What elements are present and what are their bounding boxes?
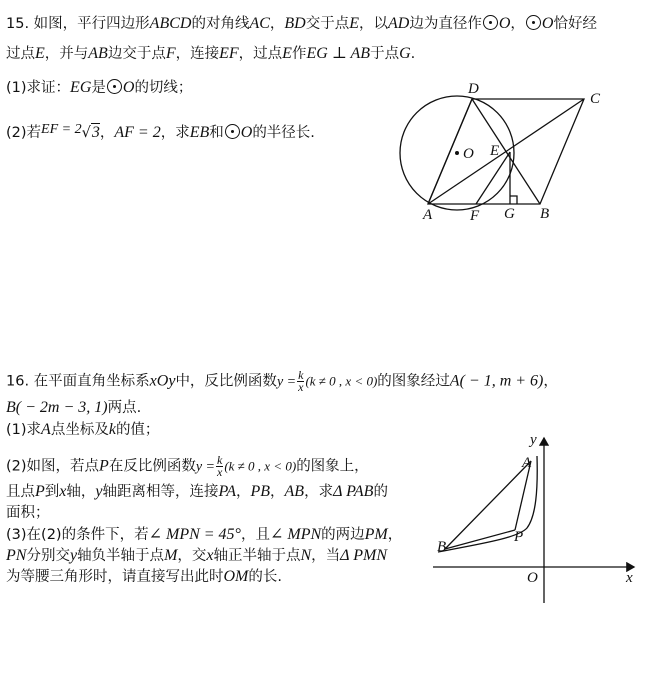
text: 为等腰三角形时，请直接写出此时 xyxy=(6,569,224,585)
math: O xyxy=(122,79,135,96)
math: F xyxy=(165,45,176,62)
math: G xyxy=(399,45,411,62)
text: 的半径长. xyxy=(252,125,315,141)
math: Δ PMN xyxy=(340,547,388,564)
math: A( − 1, m + 6) xyxy=(449,372,544,390)
text: ，且 xyxy=(240,527,270,543)
math: k xyxy=(108,421,116,438)
math: x xyxy=(59,483,67,500)
text: 过点 xyxy=(6,46,35,62)
math: EF = 2 xyxy=(41,122,82,137)
math: AB xyxy=(88,45,108,62)
label-x: x xyxy=(626,570,633,586)
text: 中，反比例函数 xyxy=(175,373,277,390)
math: BD xyxy=(284,15,306,32)
math: PB xyxy=(250,483,271,500)
math: y = xyxy=(276,374,297,390)
math: E xyxy=(282,45,292,62)
math: A xyxy=(41,421,51,438)
text: 16. 在平面直角坐标系 xyxy=(6,373,150,390)
text: 和 xyxy=(209,125,224,141)
label-b: B xyxy=(437,539,447,555)
label-g: G xyxy=(504,206,515,222)
math: Δ PAB xyxy=(333,483,374,500)
label-p: P xyxy=(514,529,524,545)
math: P xyxy=(99,457,109,475)
math: OM xyxy=(223,568,249,585)
text: 恰好经 xyxy=(553,16,597,32)
math: (k ≠ 0 , x < 0) xyxy=(224,458,297,474)
math: x xyxy=(206,547,214,564)
text: 轴负半轴于点 xyxy=(77,548,165,564)
math: ∠ MPN xyxy=(269,526,322,543)
label-o: O xyxy=(463,146,474,162)
text: . xyxy=(410,46,416,62)
text: ， xyxy=(543,373,558,390)
text: 在反比例函数 xyxy=(108,458,196,475)
label-a: A xyxy=(522,455,532,471)
numerator: k xyxy=(217,453,223,467)
math: EF xyxy=(219,45,239,62)
sqrt-sign-icon: √ xyxy=(81,125,91,141)
math: M xyxy=(164,547,178,564)
text: 的值； xyxy=(115,422,160,438)
text: 到 xyxy=(44,484,60,500)
math: PM xyxy=(364,526,388,543)
label-a: A xyxy=(423,207,433,223)
text: 作 xyxy=(291,46,307,62)
text: 交于点 xyxy=(305,16,350,32)
text: ， xyxy=(235,484,251,500)
text: 15. 如图，平行四边形 xyxy=(6,16,150,32)
math: N xyxy=(300,547,312,564)
math: O xyxy=(498,15,511,32)
math: PN xyxy=(6,547,27,564)
text: (2)如图，若点 xyxy=(6,458,100,475)
text: 且点 xyxy=(6,484,35,500)
text: (1)求证： xyxy=(6,80,71,96)
math: y xyxy=(69,547,78,564)
math: O xyxy=(541,15,554,32)
text: 分别交 xyxy=(26,548,70,564)
math: y xyxy=(95,483,103,500)
math: EB xyxy=(189,124,210,141)
text: 于点 xyxy=(370,46,400,62)
segment-pb xyxy=(445,530,515,549)
text: ，求 xyxy=(160,125,190,141)
denominator: x xyxy=(217,465,223,479)
math: ∠ MPN = 45° xyxy=(148,526,241,543)
math: EG xyxy=(70,79,92,96)
text: ，当 xyxy=(311,548,341,564)
text: ，连接 xyxy=(175,46,220,62)
text: 点坐标及 xyxy=(50,422,109,438)
text: 的 xyxy=(373,484,388,500)
math: y = xyxy=(195,459,215,475)
text: 边为直径作 xyxy=(409,16,482,32)
label-y: y xyxy=(530,432,537,448)
label-o: O xyxy=(527,570,538,586)
math: ABCD xyxy=(149,15,192,32)
text: ，过点 xyxy=(238,46,283,62)
text: ， xyxy=(510,16,525,32)
text: 面积； xyxy=(6,505,50,521)
text: 边交于点 xyxy=(107,46,166,62)
math: 3 xyxy=(91,124,100,141)
text: ， xyxy=(387,527,403,543)
text: ， xyxy=(270,484,285,500)
text: 轴， xyxy=(66,484,96,500)
text: 的对角线 xyxy=(191,16,250,32)
math: AB xyxy=(284,483,305,500)
math: EG ⊥ AB xyxy=(306,45,371,62)
label-b: B xyxy=(540,206,550,222)
text: 的切线； xyxy=(134,80,193,96)
label-e: E xyxy=(490,143,500,159)
text: (2)若 xyxy=(6,125,42,141)
math: B( − 2m − 3, 1) xyxy=(6,399,108,416)
label-f: F xyxy=(470,208,480,224)
text: 轴正半轴于点 xyxy=(213,548,301,564)
numerator: k xyxy=(298,368,304,382)
text: ，交 xyxy=(177,548,207,564)
math: xOy xyxy=(149,372,176,390)
label-c: C xyxy=(590,91,601,107)
math: AD xyxy=(388,15,410,32)
math: P xyxy=(35,483,45,500)
text: 的两边 xyxy=(321,527,365,543)
text: 的长. xyxy=(248,569,282,585)
math: E xyxy=(35,45,45,62)
text: 两点. xyxy=(107,400,142,416)
math: AF = 2 xyxy=(114,124,161,141)
text: 的图象经过 xyxy=(377,373,450,390)
math: AC xyxy=(249,15,270,32)
text: ， xyxy=(269,16,285,32)
text: ， xyxy=(99,125,115,141)
text: 是 xyxy=(91,80,106,96)
text: ，求 xyxy=(304,484,334,500)
label-d: D xyxy=(468,81,479,97)
math: O xyxy=(240,124,253,141)
text: ，以 xyxy=(359,16,389,32)
text: 的图象上， xyxy=(296,458,369,475)
text: ，并与 xyxy=(44,46,89,62)
math: PA xyxy=(218,483,236,500)
text: 轴距离相等，连接 xyxy=(102,484,219,500)
math: E xyxy=(349,15,360,32)
text: (1)求 xyxy=(6,422,42,438)
math: (k ≠ 0 , x < 0) xyxy=(305,373,378,389)
segment-pa xyxy=(515,461,531,530)
text: (3)在(2)的条件下，若 xyxy=(6,527,149,543)
denominator: x xyxy=(298,380,304,394)
